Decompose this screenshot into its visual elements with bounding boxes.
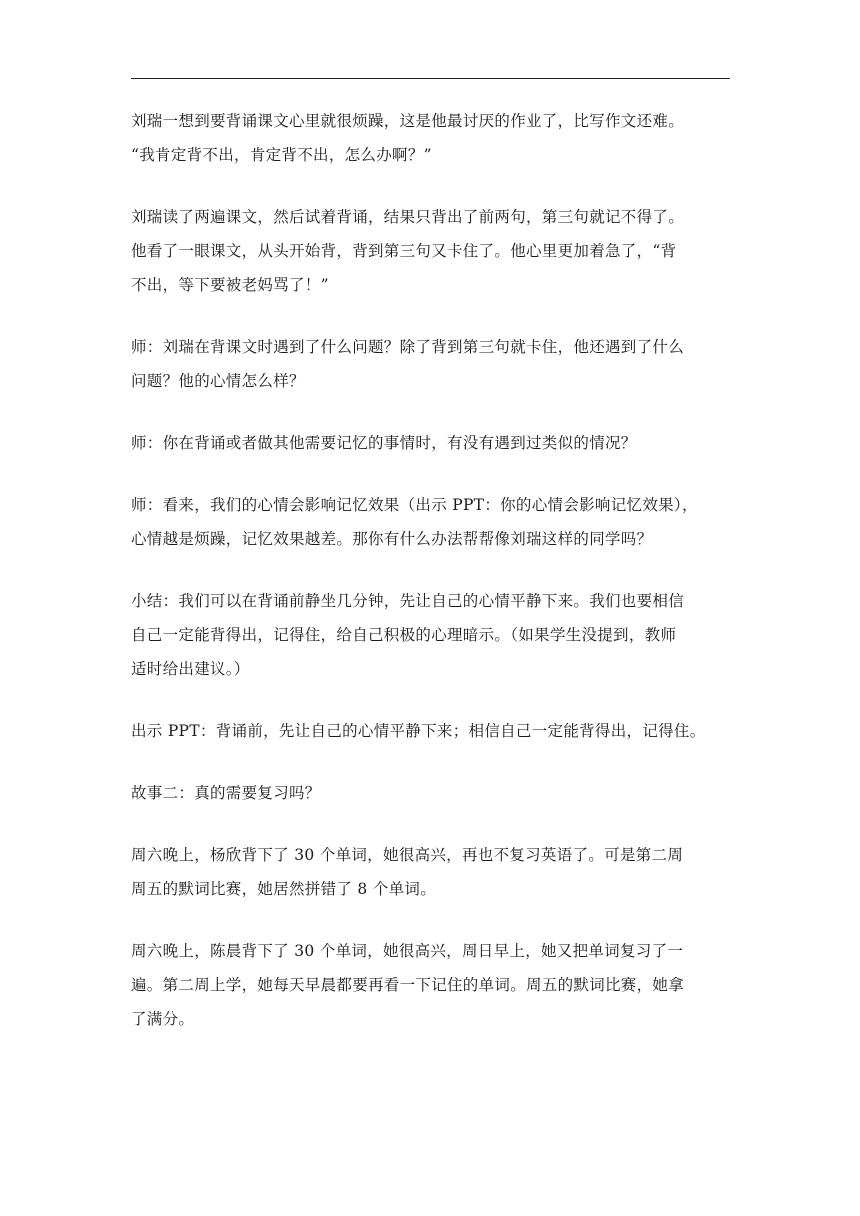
paragraph-teacher-mood [131, 488, 735, 556]
paragraph-yangxin [131, 838, 735, 906]
paragraph-teacher-question-1 [131, 330, 735, 398]
paragraph-liurui-intro [131, 104, 735, 172]
text-line: 心情越是烦躁，记忆效果越差。那你有什么办法帮帮像刘瑞这样的同学吗？ [131, 530, 653, 548]
text-line: 刘瑞一想到要背诵课文心里就很烦躁，这是他最讨厌的作业了，比写作文还难。 [131, 112, 685, 130]
document-body [131, 104, 735, 1064]
paragraph-story-two-heading [131, 776, 735, 810]
text-line: 周五的默词比赛，她居然拼错了 8 个单词。 [131, 880, 437, 898]
text-line: 遍。第二周上学，她每天早晨都要再看一下记住的单词。周五的默词比赛，她拿 [131, 976, 685, 994]
paragraph-ppt-tip [131, 714, 735, 748]
paragraph-teacher-question-2 [131, 426, 735, 460]
text-line: 故事二：真的需要复习吗？ [131, 784, 321, 802]
header-rule [131, 78, 730, 79]
text-line: “我肯定背不出，肯定背不出，怎么办啊？” [131, 146, 432, 164]
paragraph-summary [131, 584, 735, 686]
text-line: 师：你在背诵或者做其他需要记忆的事情时，有没有遇到过类似的情况？ [131, 434, 637, 452]
paragraph-chenchen [131, 934, 735, 1036]
text-line: 周六晚上，陈晨背下了 30 个单词，她很高兴，周日早上，她又把单词复习了一 [131, 942, 684, 960]
text-line: 刘瑞读了两遍课文，然后试着背诵，结果只背出了前两句，第三句就记不得了。 [131, 208, 685, 226]
text-line: 出示 PPT：背诵前，先让自己的心情平静下来；相信自己一定能背得出，记得住。 [131, 722, 706, 740]
text-line: 问题？他的心情怎么样？ [131, 372, 305, 390]
text-line: 了满分。 [131, 1010, 195, 1028]
text-line: 小结：我们可以在背诵前静坐几分钟，先让自己的心情平静下来。我们也要相信 [131, 592, 685, 610]
text-line: 师：刘瑞在背课文时遇到了什么问题？除了背到第三句就卡住，他还遇到了什么 [131, 338, 685, 356]
text-line: 周六晚上，杨欣背下了 30 个单词，她很高兴，再也不复习英语了。可是第二周 [131, 846, 684, 864]
text-line: 不出，等下要被老妈骂了！” [131, 276, 329, 294]
text-line: 自己一定能背得出，记得住，给自己积极的心理暗示。（如果学生没提到，教师 [131, 626, 677, 644]
text-line: 师：看来，我们的心情会影响记忆效果（出示 PPT：你的心情会影响记忆效果）， [131, 496, 698, 514]
text-line: 适时给出建议。） [131, 660, 250, 678]
text-line: 他看了一眼课文，从头开始背，背到第三句又卡住了。他心里更加着急了，“背 [131, 242, 677, 260]
paragraph-liurui-recite [131, 200, 735, 302]
